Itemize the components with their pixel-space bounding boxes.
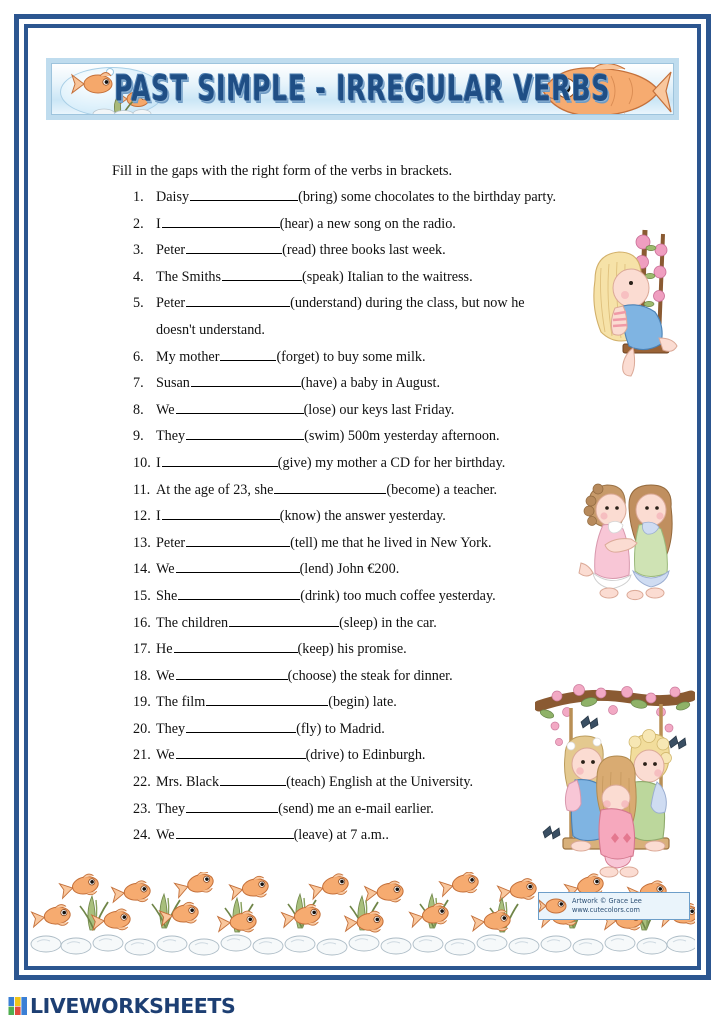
exercise-text-before-gap: The film <box>156 694 206 711</box>
exercise-text-after-gap: (lend) John €200. <box>299 561 400 578</box>
exercise-number: 21. <box>133 747 151 764</box>
exercise-text-before-gap: I <box>156 215 161 232</box>
answer-blank[interactable] <box>186 536 290 547</box>
exercise-number: 13. <box>133 534 151 551</box>
attribution-line-2: www.cutecolors.com <box>572 906 640 914</box>
answer-blank[interactable] <box>186 296 290 307</box>
answer-blank[interactable] <box>176 828 294 839</box>
exercise-number: 12. <box>133 508 151 525</box>
exercise-number: 16. <box>133 614 151 631</box>
exercise-text-after-gap: (leave) at 7 a.m.. <box>293 827 389 844</box>
exercise-continuation-line: doesn't understand. <box>156 321 265 338</box>
exercise-number: 11. <box>133 481 151 498</box>
exercise-text-after-gap: (become) a teacher. <box>386 481 498 498</box>
exercise-number: 22. <box>133 774 151 791</box>
exercise-number: 1. <box>133 189 144 205</box>
exercise-text-after-gap: (have) a baby in August. <box>300 375 440 392</box>
answer-blank[interactable] <box>186 429 304 440</box>
exercise-number: 14. <box>133 561 151 578</box>
exercise-number: 4. <box>133 268 144 285</box>
exercise-number: 19. <box>133 694 151 711</box>
answer-blank[interactable] <box>229 616 339 627</box>
exercise-text-after-gap: (hear) a new song on the radio. <box>279 215 456 232</box>
exercise-text-before-gap: My mother <box>156 348 220 365</box>
answer-blank[interactable] <box>190 190 298 201</box>
exercise-text-after-gap: (drive) to Edinburgh. <box>305 747 426 764</box>
exercise-text-before-gap: We <box>156 561 175 578</box>
exercise-item <box>133 429 653 456</box>
exercise-text-before-gap: We <box>156 747 175 764</box>
clipart-three-children-on-swing <box>535 680 695 885</box>
exercise-text-before-gap: The Smiths <box>156 268 222 285</box>
exercise-text-before-gap: I <box>156 454 161 471</box>
exercise-text-after-gap: (drink) too much coffee yesterday. <box>300 587 496 604</box>
liveworksheets-brand: LIVEWORKSHEETS <box>30 994 236 1018</box>
attribution-line-1: Artwork © Grace Lee <box>572 896 642 905</box>
answer-blank[interactable] <box>206 695 328 706</box>
answer-blank[interactable] <box>274 483 386 494</box>
answer-blank[interactable] <box>191 376 301 387</box>
exercise-item <box>133 642 653 669</box>
exercise-number: 23. <box>133 800 151 817</box>
exercise-text-after-gap: (fly) to Madrid. <box>296 720 385 737</box>
answer-blank[interactable] <box>178 589 300 600</box>
exercise-text-before-gap: Peter <box>156 534 186 551</box>
exercise-number: 15. <box>133 587 151 604</box>
exercise-text-after-gap: (swim) 500m yesterday afternoon. <box>304 428 500 445</box>
butterfly-icon <box>543 826 560 839</box>
exercise-number: 6. <box>133 348 144 365</box>
answer-blank[interactable] <box>176 748 306 759</box>
exercise-number: 7. <box>133 375 144 392</box>
exercise-text-after-gap: (give) my mother a CD for her birthday. <box>277 454 506 471</box>
exercise-text-before-gap: He <box>156 641 173 658</box>
title-banner <box>46 58 679 120</box>
liveworksheets-footer[interactable] <box>8 992 235 1020</box>
answer-blank[interactable] <box>222 270 302 281</box>
page-title: PAST SIMPLE - IRREGULAR VERBS <box>114 67 611 110</box>
exercise-text-before-gap: Mrs. Black <box>156 774 220 791</box>
exercise-text-before-gap: I <box>156 508 161 525</box>
exercise-text-after-gap: (bring) some chocolates to the birthday party. <box>298 189 557 205</box>
exercise-item <box>133 403 653 430</box>
page-content-area <box>30 30 695 964</box>
exercise-text-before-gap: They <box>156 720 186 737</box>
exercise-number: 20. <box>133 720 151 737</box>
answer-blank[interactable] <box>162 456 278 467</box>
exercise-text-before-gap: At the age of 23, she <box>156 481 274 498</box>
answer-blank[interactable] <box>176 403 304 414</box>
exercise-text-before-gap: She <box>156 587 178 604</box>
exercise-text-before-gap: Susan <box>156 375 190 392</box>
exercise-text-before-gap: Peter <box>156 242 186 259</box>
exercise-text-before-gap: We <box>156 667 175 684</box>
exercise-text-before-gap: We <box>156 827 175 844</box>
exercise-text-after-gap: (choose) the steak for dinner. <box>287 667 453 684</box>
exercise-text-before-gap: Daisy <box>156 189 190 205</box>
clipart-two-girls-hugging <box>567 477 695 602</box>
answer-blank[interactable] <box>220 775 286 786</box>
exercise-text-after-gap: (forget) to buy some milk. <box>276 348 426 365</box>
answer-blank[interactable] <box>186 243 282 254</box>
exercise-text-after-gap: (speak) Italian to the waitress. <box>302 268 473 285</box>
exercise-text-after-gap: (read) three books last week. <box>282 242 446 259</box>
exercise-item <box>133 190 653 217</box>
exercise-text-before-gap: The children <box>156 614 229 631</box>
exercise-number: 18. <box>133 667 151 684</box>
exercise-text-after-gap: (keep) his promise. <box>297 641 407 658</box>
exercise-number: 10. <box>133 454 151 471</box>
answer-blank[interactable] <box>162 217 280 228</box>
clipart-girl-on-swing <box>575 226 687 381</box>
exercise-number: 5. <box>133 295 144 312</box>
exercise-text-after-gap: (understand) during the class, but now he <box>290 295 525 312</box>
exercise-item <box>133 616 653 643</box>
exercise-number: 2. <box>133 215 144 232</box>
butterfly-icon <box>669 736 686 749</box>
instruction-text: Fill in the gaps with the right form of the verbs in brackets. <box>112 163 453 179</box>
exercise-text-after-gap: (know) the answer yesterday. <box>279 508 446 525</box>
exercise-text-before-gap: Peter <box>156 295 186 312</box>
exercise-text-after-gap: (lose) our keys last Friday. <box>303 401 455 418</box>
exercise-text-before-gap: They <box>156 428 186 445</box>
answer-blank[interactable] <box>186 802 278 813</box>
answer-blank[interactable] <box>174 642 298 653</box>
exercise-text-before-gap: They <box>156 800 186 817</box>
exercise-text-before-gap: We <box>156 401 175 418</box>
answer-blank[interactable] <box>162 509 280 520</box>
exercise-number: 17. <box>133 641 151 658</box>
exercise-text-after-gap: (sleep) in the car. <box>339 614 437 631</box>
exercise-text-after-gap: (tell) me that he lived in New York. <box>290 534 492 551</box>
exercise-number: 24. <box>133 827 151 844</box>
answer-blank[interactable] <box>176 562 300 573</box>
artwork-attribution <box>538 892 690 920</box>
butterfly-icon <box>581 716 598 729</box>
answer-blank[interactable] <box>220 350 276 361</box>
exercise-text-after-gap: (teach) English at the University. <box>286 774 474 791</box>
exercise-number: 8. <box>133 401 144 418</box>
exercise-text-after-gap: (send) me an e-mail earlier. <box>278 800 434 817</box>
answer-blank[interactable] <box>176 669 288 680</box>
exercise-number: 3. <box>133 242 144 259</box>
answer-blank[interactable] <box>186 722 296 733</box>
exercise-number: 9. <box>133 428 144 445</box>
exercise-text-after-gap: (begin) late. <box>328 694 397 711</box>
goldfish-icon <box>539 895 569 917</box>
liveworksheets-logo-icon <box>8 996 28 1016</box>
